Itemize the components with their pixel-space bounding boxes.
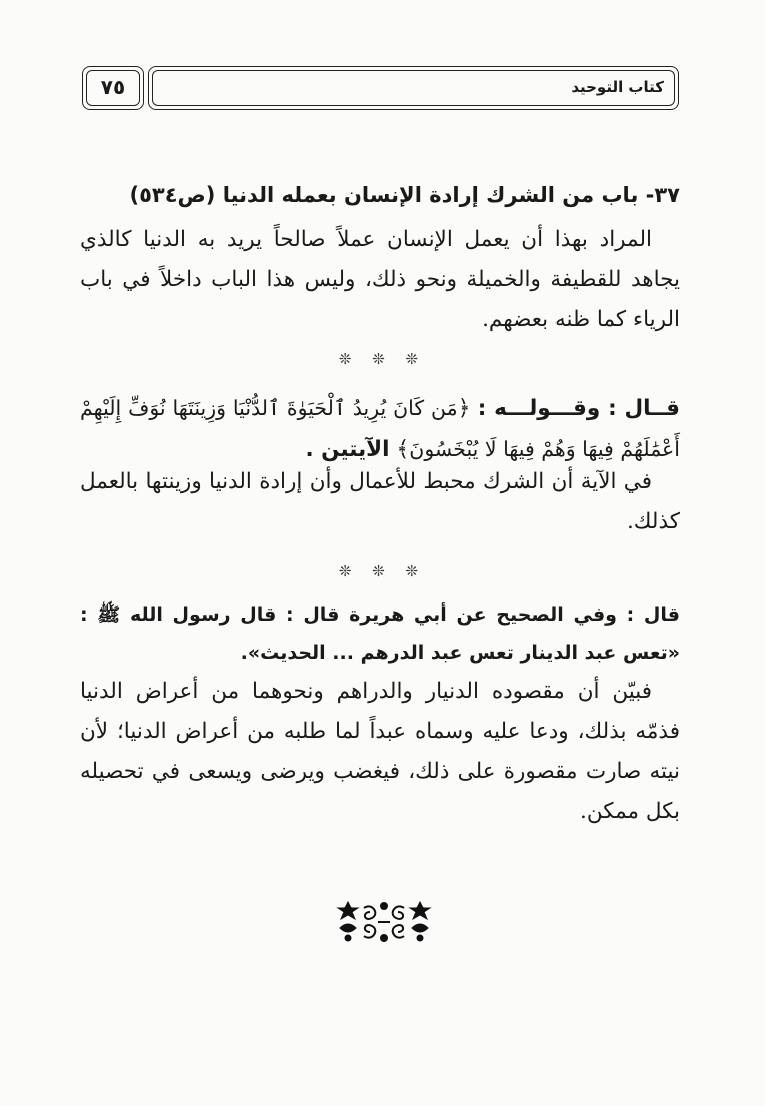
hadith-lead: قال : وفي الصحيح عن أبي هريرة قال : قال رسول الله ﷺ : (80, 604, 680, 626)
chapter-paragraph (80, 220, 680, 340)
quran-commentary-text: في الآية أن الشرك محبط للأعمال وأن إرادة الدنيا وزينتها بالعمل كذلك. (80, 469, 680, 534)
ornament-center-scroll (364, 903, 404, 941)
chapter-heading: ٣٧- باب من الشرك إرادة الإنسان بعمله الدنيا (ص٥٣٤) (129, 183, 680, 207)
book-title: كتاب التوحيد (571, 78, 664, 96)
hadith-commentary-text: فبيّن أن مقصوده الدنيار والدراهم ونحوهما من أعراض الدنيا فذمّه بذلك، ودعا عليه وسماه عبداً لما طلبه من أعراض الدنيا؛ لأن نيته صارت مقصورة على ذلك، فيغضب ويرضى ويسعى في تحصيله بكل ممكن. (80, 679, 680, 824)
hadith-quote: «تعس عبد الدينار تعس عبد الدرهم ... الحديث». (240, 642, 680, 664)
hadith-paragraph (80, 596, 680, 672)
header-title-frame (148, 66, 679, 110)
separator-stars-1: ❊ ❊ ❊ (338, 350, 427, 368)
quran-lead: قــال : وقـــولـــه : (477, 396, 681, 421)
verse-open-bracket: ﴿ (457, 396, 471, 421)
verse-tail: الآيتين . (305, 437, 390, 462)
floral-ornament-icon (334, 898, 434, 946)
verse-close-bracket: ﴾ (396, 437, 410, 462)
header-page-frame (82, 66, 144, 110)
ornament-right-flower (410, 902, 430, 941)
quran-commentary (80, 462, 680, 542)
quran-verse: مَن كَانَ يُرِيدُ ٱلْحَيَوٰةَ ٱلدُّنْيَا وَزِينَتَهَا نُوَفِّ إِلَيْهِمْ أَعْمَٰلَهُمْ فِيهَا وَهُمْ فِيهَا لَا يُبْخَسُونَ (80, 396, 680, 461)
page-number: ٧٥ (100, 75, 126, 99)
hadith-commentary (80, 672, 680, 832)
separator-stars-2: ❊ ❊ ❊ (338, 562, 427, 580)
quran-paragraph (80, 388, 680, 470)
chapter-paragraph-text: المراد بهذا أن يعمل الإنسان عملاً صالحاً يريد به الدنيا كالذي يجاهد للقطيفة والخميلة ونحو ذلك، وليس هذا الباب داخلاً في باب الرياء كما ظنه بعضهم. (80, 227, 680, 332)
ornament-left-flower (338, 902, 358, 941)
